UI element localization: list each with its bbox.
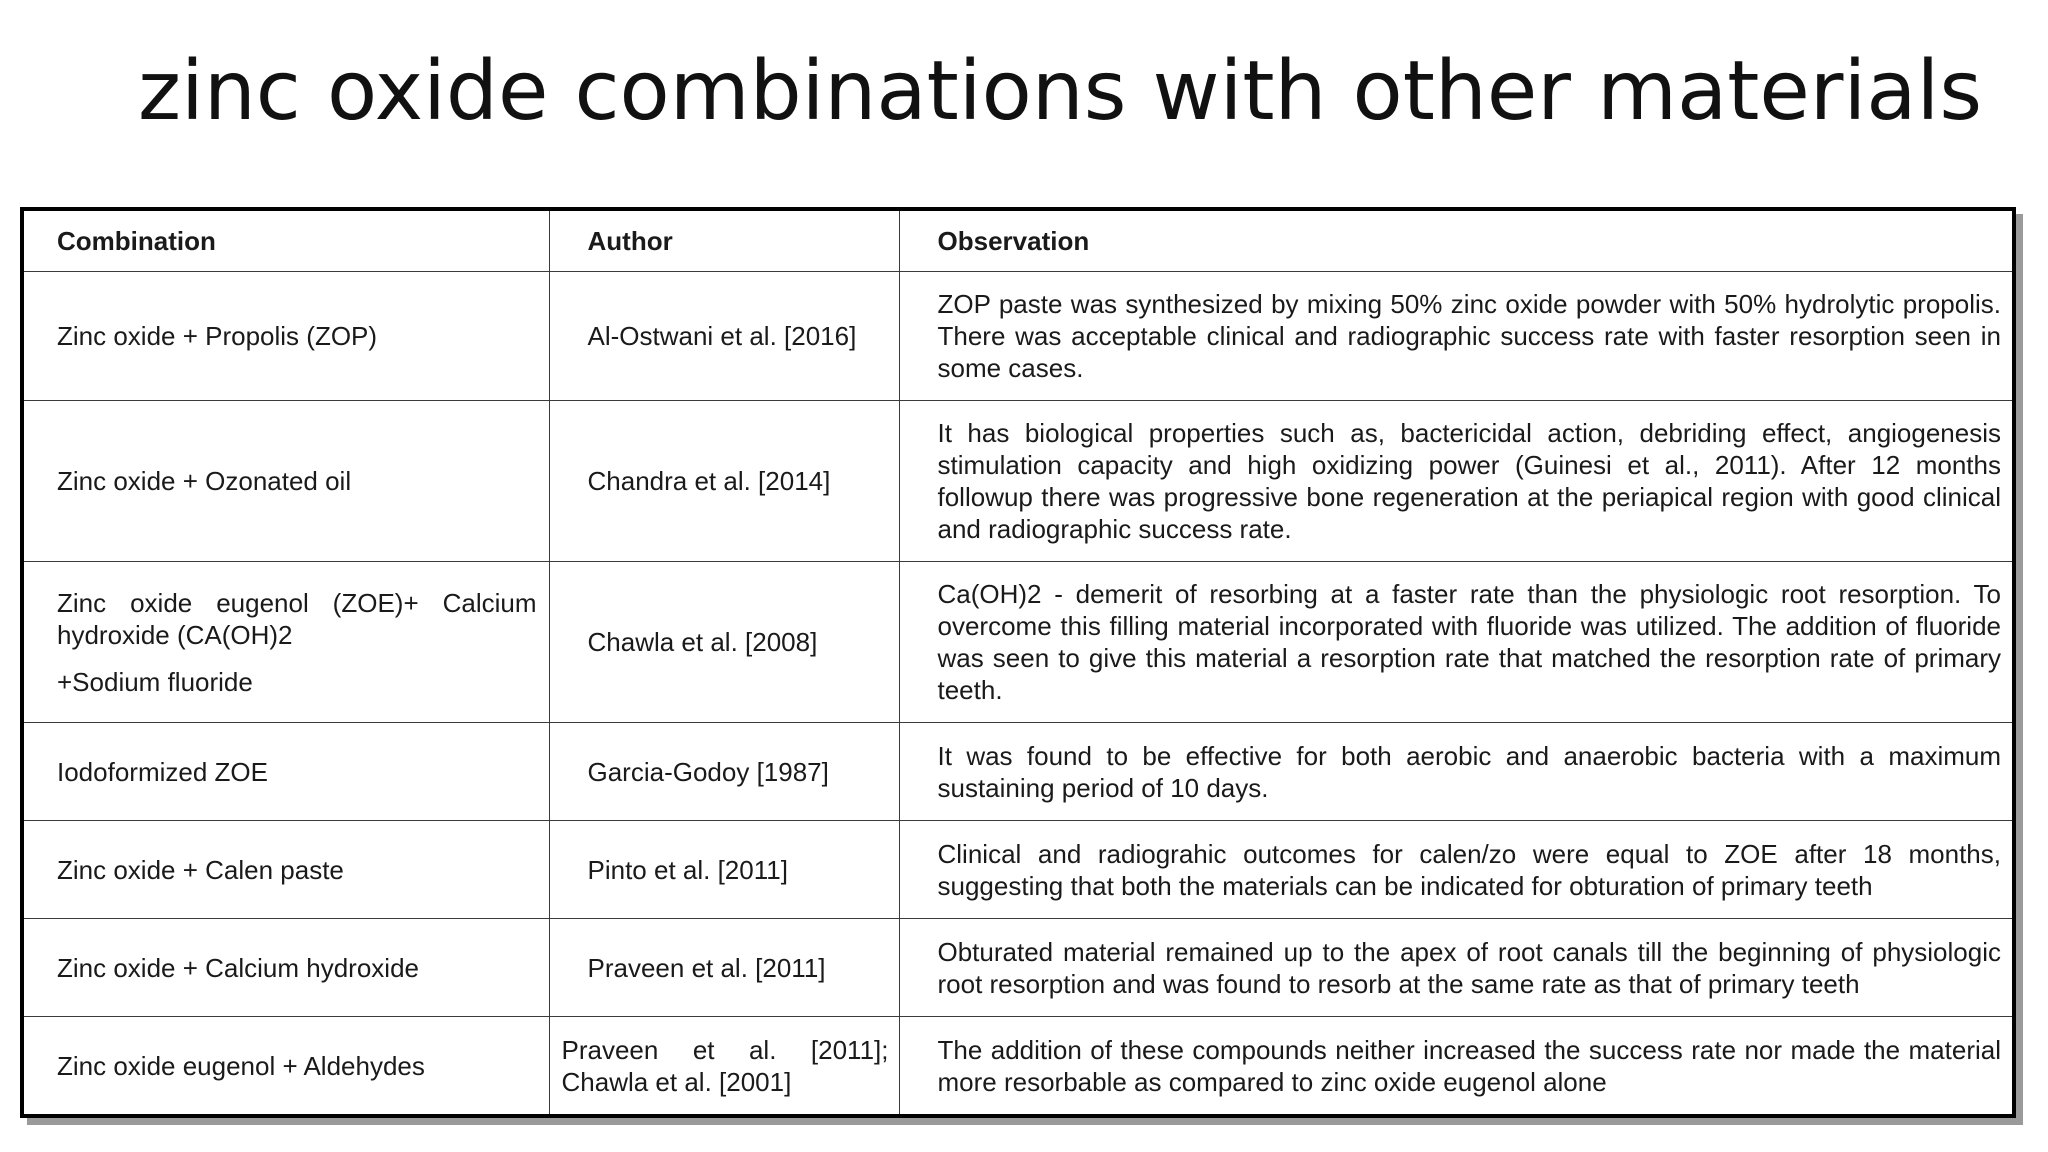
table-row: [24, 723, 2012, 821]
cell-author: Chawla et al. [2008]: [549, 562, 899, 723]
cell-combination: Iodoformized ZOE: [24, 723, 549, 821]
table-row: [24, 272, 2012, 401]
table-row: [24, 919, 2012, 1017]
cell-combination: Zinc oxide + Calcium hydroxide: [24, 919, 549, 1017]
cell-author: Garcia-Godoy [1987]: [549, 723, 899, 821]
table-row: [24, 1017, 2012, 1115]
cell-combination: Zinc oxide eugenol + Aldehydes: [24, 1017, 549, 1115]
cell-observation: Obturated material remained up to the apex of root canals till the beginning of physiologic root resorption and was found to resorb at the same rate as that of primary teeth: [899, 919, 2012, 1017]
header-author: Author: [549, 211, 899, 272]
cell-observation: ZOP paste was synthesized by mixing 50% zinc oxide powder with 50% hydrolytic propolis. There was acceptable clinical and radiographic success rate with faster resorption seen in some cases.: [899, 272, 2012, 401]
cell-observation: It was found to be effective for both aerobic and anaerobic bacteria with a maximum sustaining period of 10 days.: [899, 723, 2012, 821]
cell-author: Chandra et al. [2014]: [549, 401, 899, 562]
cell-author: Praveen et al. [2011]: [549, 919, 899, 1017]
table-row: [24, 821, 2012, 919]
header-observation: Observation: [899, 211, 2012, 272]
header-combination: Combination: [24, 211, 549, 272]
cell-combination: Zinc oxide eugenol (ZOE)+ Calcium hydroxide (CA(OH)2 +Sodium fluoride: [24, 562, 549, 723]
cell-observation: Clinical and radiograhic outcomes for calen/zo were equal to ZOE after 18 months, suggesting that both the materials can be indicated for obturation of primary teeth: [899, 821, 2012, 919]
table-row: [24, 562, 2012, 723]
cell-combination: Zinc oxide + Propolis (ZOP): [24, 272, 549, 401]
cell-observation: Ca(OH)2 - demerit of resorbing at a faster rate than the physiologic root resorption. To overcome this filling material incorporated with fluoride was utilized. The addition of fluoride was seen to give this material a resorption rate that matched the resorption rate of primary teeth.: [899, 562, 2012, 723]
cell-author: Pinto et al. [2011]: [549, 821, 899, 919]
table-header-row: [24, 211, 2012, 272]
table-row: [24, 401, 2012, 562]
combinations-table-frame: [20, 207, 2016, 1118]
cell-author: Praveen et al. [2011]; Chawla et al. [2001]: [549, 1017, 899, 1115]
combinations-table: [24, 211, 2012, 1114]
cell-observation: The addition of these compounds neither increased the success rate nor made the material more resorbable as compared to zinc oxide eugenol alone: [899, 1017, 2012, 1115]
cell-combination: Zinc oxide + Calen paste: [24, 821, 549, 919]
cell-combination-extra: +Sodium fluoride: [57, 666, 253, 697]
cell-combination: Zinc oxide + Ozonated oil: [24, 401, 549, 562]
slide-title: zinc oxide combinations with other materials: [138, 44, 1983, 139]
cell-author: Al-Ostwani et al. [2016]: [549, 272, 899, 401]
cell-observation: It has biological properties such as, bactericidal action, debriding effect, angiogenesis stimulation capacity and high oxidizing power (Guinesi et al., 2011). After 12 months followup there was progressive bone regeneration at the periapical region with good clinical and radiographic success rate.: [899, 401, 2012, 562]
